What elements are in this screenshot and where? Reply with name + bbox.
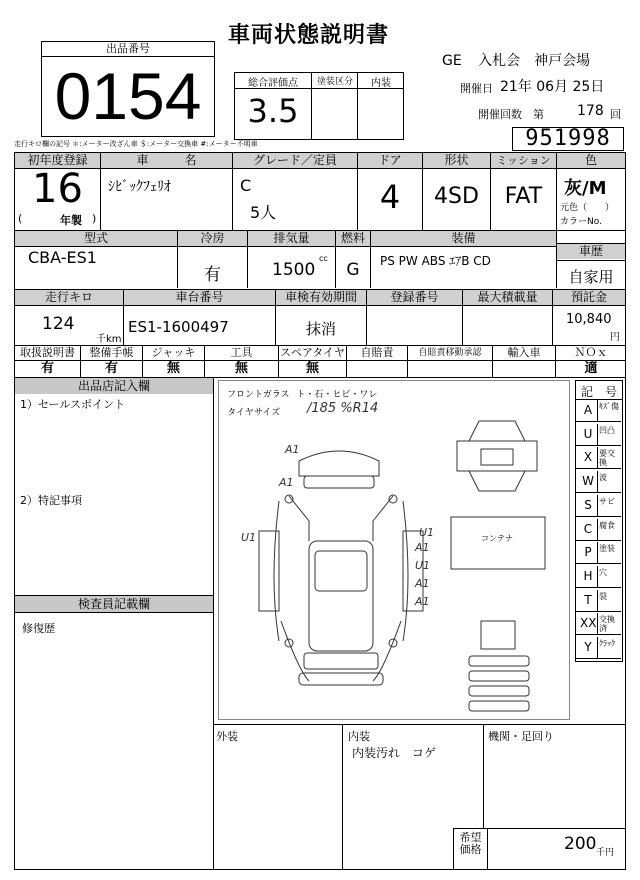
legend-meaning: 穴 [599,567,607,577]
displacement-value: 1500 [272,260,316,280]
accessory-label: 工具 [230,346,253,359]
label-history: 車歴 [557,244,625,259]
overall-score-label: 総合評価点 [248,78,298,89]
legend-meaning: ｸﾗｯｸ [599,639,615,648]
label-chassis: 車台番号 [124,290,275,305]
label-displacement: 排気量 [248,231,335,246]
auction-org: GE [442,53,462,69]
car-body-diagram [219,381,569,719]
shape-value: 4SD [434,184,479,209]
accessory-label: スペアタイヤ [279,346,345,359]
fuel-value: G [346,260,360,280]
repair-history-label: 修復歴 [22,622,55,635]
legend-item [576,637,621,659]
legend-item [576,447,621,469]
lot-number-label: 出品番号 [106,42,150,55]
model-value: CBA-ES1 [28,248,97,267]
special-notes-label: 2）特記事項 [20,494,82,507]
legend-meaning: 凹凸 [599,425,615,435]
legend-item [576,613,621,635]
deposit-value: 10,840 [566,312,612,327]
price-value: 200 [564,834,597,854]
label-inspection: 車検有効期間 [276,290,366,305]
damage-mark-a1-bottom: A1 [415,595,430,608]
label-color: 色 [557,153,625,168]
inspector-section-header: 検査員記載欄 [15,596,213,612]
legend-item [576,400,621,422]
tire-size-label: タイヤサイズ [227,408,281,418]
legend-item [576,471,621,493]
session-label: 開催回数 第 [478,108,544,121]
legend-box [575,380,623,662]
legend-meaning: 腐食 [599,520,615,530]
label-ac: 冷房 [178,231,247,246]
legend-item [576,590,621,612]
transmission-value: FAT [504,184,543,209]
label-registration: 登録番号 [367,290,462,305]
chassis-value: ES1-1600497 [128,318,229,336]
legend-item [576,542,621,564]
label-doors: ドア [358,153,422,168]
legend-meaning: 交換済 [599,615,615,634]
interior-grade-label: 内装 [371,78,391,89]
windshield-label: フロントガラス [227,390,290,400]
damage-mark-a1-right: A1 [415,541,430,554]
legend-key: T [584,592,592,607]
dealer-section-header: 出品店記入欄 [15,378,213,394]
legend-header: 記 号 [580,385,617,399]
accessory-value: 有 [104,361,118,376]
accessory-value: 無 [305,361,319,376]
legend-meaning: サビ [599,496,615,506]
accessory-label: 輸入車 [507,346,541,359]
car-name: ｼﾋﾞｯｸﾌｪﾘｵ [108,179,171,195]
price-label-line2: 価格 [459,843,482,856]
label-shape: 形状 [423,153,490,168]
accessory-label: 整備手帳 [89,346,134,359]
label-grade: グレード／定員 [233,153,357,168]
interior-comment-label: 内装 [348,730,370,743]
windshield-marks: ト・石・ヒビ・ワレ [296,390,378,400]
damage-mark-u1-left: U1 [241,531,257,544]
legend-key: X [583,450,593,465]
label-first-registration: 初年度登録 [15,153,100,168]
serial-number: 951998 [512,127,624,151]
accessory-label: 取扱説明書 [20,346,75,359]
interior-comment: 内装汚れ コゲ [352,746,437,760]
paint-label: 塗装区分 [316,77,353,87]
engine-label: 機関・足回り [488,730,554,743]
damage-diagram [218,380,570,720]
color-value: 灰/M [564,178,607,199]
container-label: コンテナ [481,534,513,543]
capacity-value: 5人 [250,203,277,222]
accessory-value: 無 [234,361,248,376]
accessory-value: 有 [40,361,54,376]
mileage-note: 走行キロ欄の記号 ＊:メーター改ざん車 ＄:メーター交換車 #:メーター不明車 [14,140,258,148]
label-model: 型式 [15,231,177,246]
tire-size-note: /185 %R14 [307,401,379,416]
accessory-label: 自賠責 [360,346,394,359]
label-fuel: 燃料 [336,231,370,246]
accessory-label: ＮＯｘ [574,346,608,359]
deposit-unit: 円 [610,332,620,343]
overall-score: 3.5 [247,92,299,130]
legend-key: U [583,426,593,441]
label-equipment: 装備 [371,231,556,246]
accessory-value: 無 [166,361,180,376]
label-deposit: 預託金 [553,290,625,305]
document-title: 車両状態説明書 [228,23,390,48]
grade-value: C [240,176,252,195]
legend-key: A [583,403,593,417]
legend-item [576,519,621,541]
legend-meaning: 塗装 [599,544,615,554]
year-unit: 年製 [60,214,82,227]
price-label-line1: 希望 [459,831,482,844]
accessory-value: 適 [584,361,598,376]
ac-value: 有 [204,265,221,285]
legend-item [576,495,621,517]
legend-meaning: ｷｽﾞ傷 [599,402,619,411]
mileage-value: 124 [42,314,75,334]
overall-score-box [234,72,404,140]
legend-meaning: 要交換 [599,449,615,468]
accessory-label: 自賠責移動承認 [418,348,482,358]
exterior-label: 外装 [216,730,238,743]
mileage-unit: 千km [96,334,122,345]
label-max-load: 最大積載量 [463,290,552,305]
auction-info [442,50,632,70]
date-value: 21年 06月 25日 [500,79,605,95]
legend-key: XX [580,616,597,631]
label-transmission: ミッション [491,153,556,168]
color-number-label: カラーNo. [560,217,602,227]
legend-key: W [582,474,594,489]
damage-mark-a1-left: A1 [279,476,294,489]
legend-key: S [584,497,592,512]
auction-name: 入札会 神戸会場 [478,53,591,69]
original-color-label: 元色（ ） [560,203,615,213]
legend-meaning: 裂 [599,591,607,601]
damage-mark-a1-right-lower: A1 [415,577,430,590]
inspection-value: 抹消 [305,320,336,338]
session-value: 178 [577,103,604,119]
legend-meaning: 波 [599,473,607,483]
legend-item [576,424,621,446]
date-label: 開催日 [460,82,493,95]
accessory-label: ジャッキ [151,346,196,359]
damage-mark-a1-top: A1 [285,443,300,456]
lot-number: 0154 [54,59,202,133]
equipment-value: PS PW ABS ｴｱB CD [380,254,491,268]
label-mileage: 走行キロ [15,290,123,305]
legend-item [576,566,621,588]
selling-points-label: 1）セールスポイント [20,398,126,411]
history-value: 自家用 [568,268,614,286]
displacement-unit: cc [319,254,328,263]
damage-mark-u1-right: U1 [419,526,435,539]
legend-key: P [584,545,592,560]
legend-key: C [583,521,593,536]
price-unit: 千円 [596,848,615,858]
legend-key: Y [584,640,592,654]
session-unit: 回 [610,108,621,121]
label-car-name: 車 名 [101,153,232,168]
doors-value: 4 [379,178,401,216]
lot-number-box [41,41,215,137]
damage-mark-u1-right-lower: U1 [415,559,431,572]
first-registration-year: 16 [32,166,83,212]
legend-key: H [583,568,593,583]
